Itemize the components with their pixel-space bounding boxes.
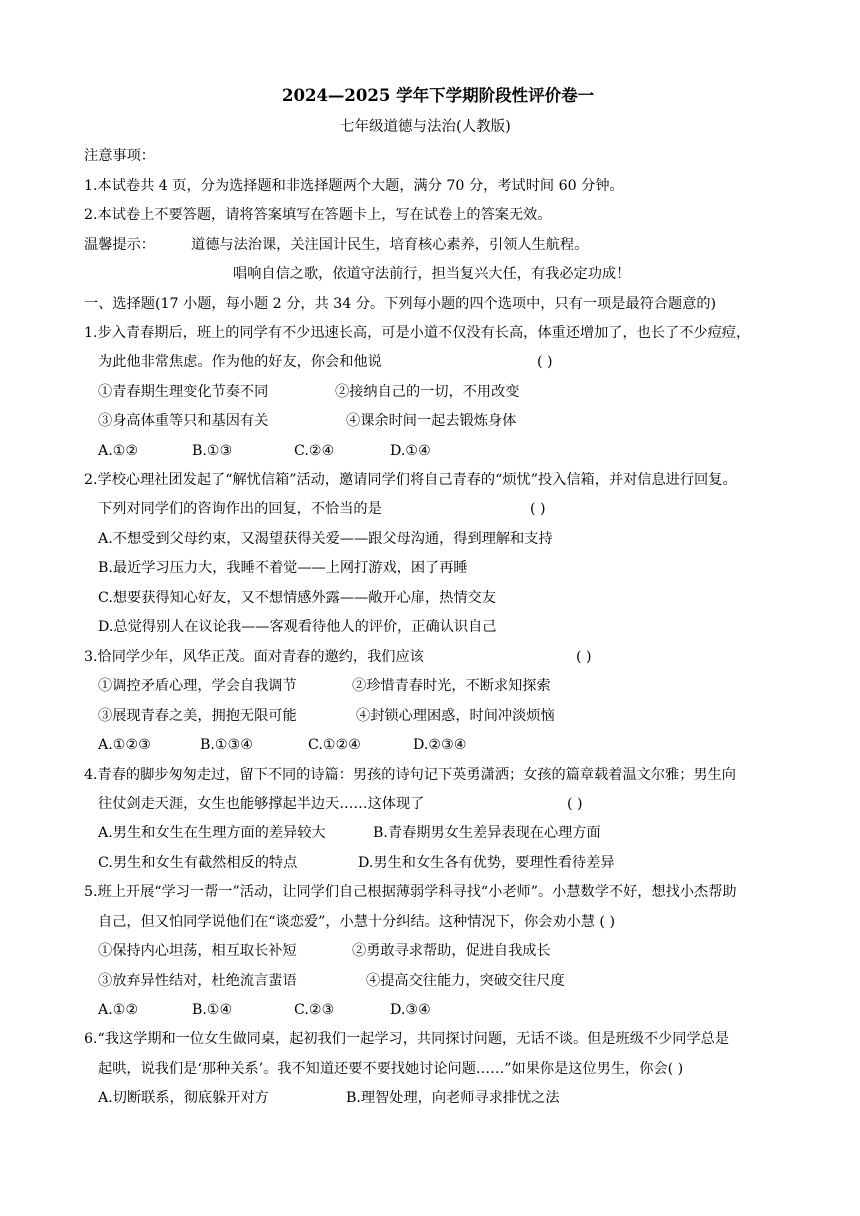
q3-option-a: A.①②③ <box>98 737 151 753</box>
q1-answer-bracket: ( ) <box>537 354 553 370</box>
q4-option-d: D.男生和女生各有优势，要理性看待差异 <box>358 855 615 871</box>
q2-option-b: B.最近学习压力大，我睡不着觉——上网打游戏，困了再睡 <box>98 560 468 576</box>
q1-option-d: D.①④ <box>390 443 431 459</box>
q6-option-b: B.理智处理，向老师寻求排忧之法 <box>346 1090 560 1106</box>
q1-statement-4: ④课余时间一起去锻炼身体 <box>346 413 517 429</box>
q1-option-b: B.①③ <box>192 443 233 459</box>
q1-option-a: A.①② <box>98 443 139 459</box>
q5-statement-3: ③放弃异性结对，杜绝流言蜚语 <box>98 973 297 989</box>
q4-option-b: B.青春期男女生差异表现在心理方面 <box>373 825 601 841</box>
q5-stem-line-1: 5.班上开展“学习一帮一”活动，让同学们自己根据薄弱学科寻找“小老师”。小慧数学不好，想找小杰帮助 <box>84 884 737 900</box>
q3-stem-line-1: 3.恰同学少年，风华正茂。面对青春的邀约，我们应该 <box>84 649 424 665</box>
q6-option-a: A.切断联系，彻底躲开对方 <box>98 1090 269 1106</box>
exam-title: 2024—2025 学年下学期阶段性评价卷一 <box>282 86 595 105</box>
q1-statement-3: ③身高体重等只和基因有关 <box>98 413 269 429</box>
q1-option-c: C.②④ <box>294 443 335 459</box>
q1-statement-1: ①青春期生理变化节奏不同 <box>98 384 269 400</box>
q3-answer-bracket: ( ) <box>576 649 592 665</box>
notice-heading: 注意事项： <box>84 148 155 164</box>
q4-option-a: A.男生和女生在生理方面的差异较大 <box>98 825 326 841</box>
q2-answer-bracket: ( ) <box>530 501 546 517</box>
q3-statement-2: ②珍惜青春时光，不断求知探索 <box>352 678 551 694</box>
q5-option-b: B.①④ <box>192 1002 233 1018</box>
q3-option-b: B.①③④ <box>200 737 254 753</box>
q3-option-d: D.②③④ <box>413 737 467 753</box>
q3-statement-1: ①调控矛盾心理，学会自我调节 <box>98 678 297 694</box>
q6-stem-line-1: 6.“我这学期和一位女生做同桌，起初我们一起学习，共同探讨问题，无话不谈。但是班级不少同学总是 <box>84 1031 730 1047</box>
q2-option-a: A.不想受到父母约束，又渴望获得关爱——跟父母沟通，得到理解和支持 <box>98 531 553 547</box>
q3-option-c: C.①②④ <box>308 737 362 753</box>
q5-option-d: D.③④ <box>390 1002 431 1018</box>
tip-line-2: 唱响自信之歌，依道守法前行，担当复兴大任，有我必定功成！ <box>233 266 631 282</box>
section-heading: 一、选择题(17 小题，每小题 2 分，共 34 分。下列每小题的四个选项中，只有一项是最符合题意的) <box>84 296 717 312</box>
tip-label: 温馨提示： <box>84 237 155 253</box>
notice-item-2: 2.本试卷上不要答题，请将答案填写在答题卡上，写在试卷上的答案无效。 <box>84 207 552 223</box>
q3-statement-4: ④封锁心理困惑，时间冲淡烦恼 <box>356 708 555 724</box>
q5-statement-4: ④提高交往能力，突破交往尺度 <box>366 973 565 989</box>
tip-line-1: 道德与法治课，关注国计民生，培育核心素养，引领人生航程。 <box>191 237 589 253</box>
q3-statement-3: ③展现青春之美，拥抱无限可能 <box>98 708 297 724</box>
exam-subtitle: 七年级道德与法治(人教版) <box>340 119 511 135</box>
q4-stem-line-2: 往仗剑走天涯，女生也能够撑起半边天……这体现了 <box>98 796 425 812</box>
q2-stem-line-2: 下列对同学们的咨询作出的回复，不恰当的是 <box>98 501 382 517</box>
q2-option-d: D.总觉得别人在议论我——客观看待他人的评价，正确认识自己 <box>98 619 497 635</box>
q5-option-c: C.②③ <box>294 1002 335 1018</box>
q5-statement-1: ①保持内心坦荡，相互取长补短 <box>98 943 297 959</box>
q2-option-c: C.想要获得知心好友，又不想情感外露——敞开心扉，热情交友 <box>98 590 496 606</box>
q5-statement-2: ②勇敢寻求帮助，促进自我成长 <box>352 943 551 959</box>
q4-answer-bracket: ( ) <box>567 796 583 812</box>
q4-stem-line-1: 4.青春的脚步匆匆走过，留下不同的诗篇：男孩的诗句记下英勇潇洒；女孩的篇章载着温文尔雅；男生向 <box>84 767 736 783</box>
q1-stem-line-1: 1.步入青春期后，班上的同学有不少迅速长高，可是小道不仅没有长高，体重还增加了，也长了不少痘痘， <box>84 325 751 341</box>
q5-option-a: A.①② <box>98 1002 139 1018</box>
q2-stem-line-1: 2.学校心理社团发起了“解忧信箱”活动，邀请同学们将自己青春的“烦忧”投入信箱，并对信息进行回复。 <box>84 472 737 488</box>
q6-stem-line-2: 起哄，说我们是‘那种关系’。我不知道还要不要找她讨论问题……”如果你是这位男生，你会( ) <box>98 1061 684 1077</box>
q1-stem-line-2: 为此他非常焦虑。作为他的好友，你会和他说 <box>98 354 382 370</box>
q4-option-c: C.男生和女生有截然相反的特点 <box>98 855 298 871</box>
q1-statement-2: ②接纳自己的一切，不用改变 <box>335 384 520 400</box>
q5-stem-line-2: 自己，但又怕同学说他们在“谈恋爱”，小慧十分纠结。这种情况下，你会劝小慧 ( ) <box>98 914 615 930</box>
notice-item-1: 1.本试卷共 4 页，分为选择题和非选择题两个大题，满分 70 分，考试时间 60 分钟。 <box>84 178 624 194</box>
